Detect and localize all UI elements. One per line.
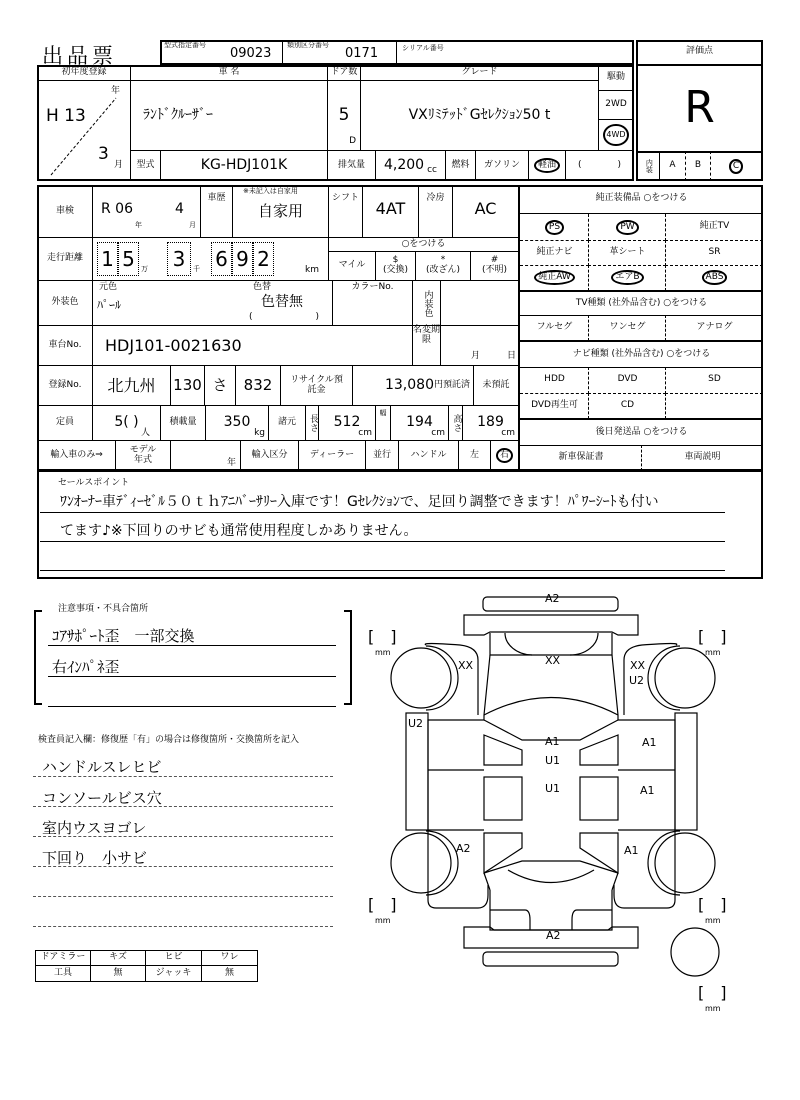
mirror-table-cell: ヒビ xyxy=(145,950,202,966)
doors xyxy=(327,80,361,151)
equipment-option xyxy=(665,265,763,291)
damage-mark-front-right-fender2: U2 xyxy=(629,674,645,687)
rule xyxy=(33,836,333,837)
model: KG-HDJ101K xyxy=(160,150,328,181)
model-year-label: モデル年式 xyxy=(115,440,171,471)
rear-bumper-bar xyxy=(483,952,618,966)
mileage-cell xyxy=(92,237,329,281)
inspection-label: 車検 xyxy=(37,185,93,238)
capacity-value: 5( ) xyxy=(114,414,139,431)
car-name: ﾗﾝﾄﾞｸﾙｰｻﾞｰ xyxy=(130,80,328,151)
equipment-option xyxy=(665,240,763,266)
handle-right-circled: 右 xyxy=(496,448,513,463)
equipment-option-label: ワンセグ xyxy=(609,321,646,332)
doors-value: 5 xyxy=(338,105,350,126)
mirror-table-cell: 無 xyxy=(201,965,258,982)
history-label: 車歴 xyxy=(200,185,233,238)
notes-label: 注意事項・不具合箇所 xyxy=(58,604,149,614)
year-unit: 年 xyxy=(111,86,121,96)
damage-mark-roof-rear: U1 xyxy=(545,782,561,795)
mirror-table-cell: ジャッキ xyxy=(145,965,202,982)
history-note: ※未記入は自家用 xyxy=(243,187,298,195)
mirror-table-cell: 工具 xyxy=(35,965,91,982)
windshield xyxy=(484,698,618,716)
interior-color xyxy=(440,280,519,326)
equipment-option xyxy=(588,315,666,341)
history: 自家用 xyxy=(257,202,303,221)
mm-unit: mm xyxy=(375,916,391,925)
tv-label: TV種類 (社外品含む) ○をつける xyxy=(520,290,763,316)
sales-point-label: セールスポイント xyxy=(58,478,130,488)
load-label: 積載量 xyxy=(160,405,206,441)
equipment-option-label: SD xyxy=(708,374,721,385)
equipment-option xyxy=(665,367,763,394)
rule xyxy=(48,706,336,707)
man-unit: 万 xyxy=(141,265,148,273)
repaint: 色替無 xyxy=(261,294,303,310)
recycle-fee xyxy=(352,365,474,406)
rear-right-wheel xyxy=(655,833,715,893)
damage-mark-roof-front: U1 xyxy=(545,754,561,767)
height-value: 189 xyxy=(477,414,504,431)
front-left-wheel xyxy=(391,648,451,708)
equipment-option-label: CD xyxy=(620,399,635,410)
rule xyxy=(33,926,333,927)
spare-tire xyxy=(671,928,719,976)
equipment-option-label: PW xyxy=(616,220,638,235)
orig-color-label: 元色 xyxy=(99,282,118,292)
mm-unit: mm xyxy=(705,1004,721,1013)
width-label: 幅 xyxy=(375,405,391,441)
chassis-label: 車台No. xyxy=(37,325,93,366)
ac-label: 冷房 xyxy=(418,185,453,238)
first-reg-label: 初年度登録 xyxy=(37,65,131,81)
history-cell xyxy=(232,185,329,238)
length-value: 512 xyxy=(333,414,361,431)
rear-left-wheel xyxy=(391,833,451,893)
doors-unit: D xyxy=(349,136,356,147)
grade-label: グレード xyxy=(360,65,599,81)
displacement-value: 4,200 xyxy=(384,156,425,173)
equipment-option xyxy=(588,265,666,291)
mileage-digit: 3 xyxy=(167,242,191,276)
mm-unit: mm xyxy=(705,648,721,657)
import-class-label: 輸入区分 xyxy=(240,440,299,471)
sheet-title: 出品票 xyxy=(42,44,117,68)
note-line: ｺｱｻﾎﾟｰﾄ歪 一部交換 xyxy=(52,627,195,645)
interior-label: 内装 xyxy=(636,151,660,181)
orig-color: ﾊﾟｰﾙ xyxy=(97,298,122,312)
shift: 4AT xyxy=(362,185,419,238)
damage-mark-front-left-fender: XX xyxy=(458,659,474,672)
mileage-digit: 6 xyxy=(211,242,232,276)
load xyxy=(205,405,269,441)
cm-unit: cm xyxy=(431,428,445,439)
fuel-label: 燃料 xyxy=(445,150,476,181)
width xyxy=(390,405,449,441)
reg-number: 832 xyxy=(235,365,281,406)
interior-a: A xyxy=(660,151,685,181)
displacement xyxy=(375,150,446,181)
grade: VXﾘﾐﾃｯﾄﾞGｾﾚｸｼｮﾝ50 t xyxy=(360,80,599,151)
drive-2wd: 2WD xyxy=(598,90,634,120)
tamper-option: * (改ざん) xyxy=(415,251,471,281)
equipment-option-label: 革シート xyxy=(609,246,646,257)
exchange-option: $ (交換) xyxy=(375,251,416,281)
recycle-unpaid: 未預託 xyxy=(473,365,519,406)
handle-label: ハンドル xyxy=(398,440,459,471)
note-line: 右ｲﾝﾊﾟﾈ歪 xyxy=(52,658,120,676)
equipment-option xyxy=(520,393,589,419)
front-right-wheel xyxy=(655,648,715,708)
equipment-option-label: 純正TV xyxy=(699,221,730,232)
equipment-option xyxy=(588,367,666,394)
doors-label: ドア数 xyxy=(327,65,361,81)
sales-point-line: てます♪※下回りのサビも通常使用程度しかありません。 xyxy=(60,523,418,539)
capacity xyxy=(92,405,161,441)
shift-label: シフト xyxy=(328,185,363,238)
first-reg-year: H 13 xyxy=(46,106,86,126)
mileage-label: 走行距離 xyxy=(37,237,93,281)
tread-depth-bracket: [ ] xyxy=(368,627,397,646)
drive-label: 駆動 xyxy=(598,65,634,91)
rule xyxy=(40,570,725,571)
year-unit: 年 xyxy=(226,458,236,469)
equipment-option xyxy=(520,367,589,394)
reg-label: 登録No. xyxy=(37,365,93,406)
fuel-diesel-circled: 軽油 xyxy=(534,158,560,173)
inspector-line: コンソールビス穴 xyxy=(42,789,162,807)
inspection-year: R 06 xyxy=(101,201,133,217)
equipment-option xyxy=(665,214,763,241)
car-name-label: 車 名 xyxy=(130,65,328,81)
mileage-digit: 9 xyxy=(232,242,253,276)
reg-kana: さ xyxy=(204,365,236,406)
import-label: 輸入車のみ⇒ xyxy=(37,440,116,471)
spec-label: 諸元 xyxy=(268,405,306,441)
equipment-option xyxy=(520,315,589,341)
type-no-label: 型式指定番号 xyxy=(164,41,206,49)
equipment-option xyxy=(520,265,589,291)
equipment-option xyxy=(665,393,763,419)
repaint-paren: ( ) xyxy=(249,312,320,322)
load-value: 350 xyxy=(223,414,251,431)
length xyxy=(318,405,376,441)
repaint-label: 色替 xyxy=(253,282,272,292)
damage-mark-hood: XX xyxy=(545,654,561,667)
first-reg-month: 3 xyxy=(98,144,109,164)
unknown-option: # (不明) xyxy=(470,251,519,281)
import-dealer: ディーラー xyxy=(298,440,366,471)
color-label: 外装色 xyxy=(37,280,93,326)
equipment-option xyxy=(588,393,666,419)
length-label: 長さ xyxy=(305,405,319,441)
damage-mark-right-rear-fender: A1 xyxy=(624,844,639,857)
name-change-cell xyxy=(440,325,519,366)
navi-label: ナビ種類 (社外品含む) ○をつける xyxy=(520,340,763,368)
color-cell xyxy=(92,280,333,326)
import-parallel: 並行 xyxy=(365,440,399,471)
person-unit: 人 xyxy=(140,428,150,439)
interior-c xyxy=(710,151,763,181)
kg-unit: kg xyxy=(254,428,265,439)
mileage-digit: 1 xyxy=(97,242,118,276)
month-unit: 月 xyxy=(189,221,196,229)
rule xyxy=(48,645,336,646)
equipment-option-label: エアB xyxy=(611,270,643,285)
damage-mark-left-sill: U2 xyxy=(408,717,424,730)
recycle-value: 13,080 xyxy=(384,376,434,393)
rule xyxy=(33,866,333,867)
equipment-option-label: HDD xyxy=(544,374,565,385)
mirror-table-cell: キズ xyxy=(90,950,146,966)
class-no-cell xyxy=(282,40,397,65)
cm-unit: cm xyxy=(358,428,372,439)
rule xyxy=(33,806,333,807)
equipment-option-label: 純正ナビ xyxy=(536,246,573,257)
inspector-label: 検査員記入欄：修復歴「有」の場合は修復箇所・交換箇所を記入 xyxy=(38,735,300,745)
tread-depth-bracket: [ ] xyxy=(698,983,727,1002)
km-unit: km xyxy=(305,265,319,275)
mirror-table-cell: ドアミラー xyxy=(35,950,91,966)
displacement-label: 排気量 xyxy=(327,150,376,181)
mm-unit: mm xyxy=(375,648,391,657)
later-option-label: 新車保証書 xyxy=(558,452,604,463)
drive-4wd xyxy=(598,119,634,151)
damage-mark-left-rear-fender: A2 xyxy=(456,842,471,855)
mm-unit: mm xyxy=(705,916,721,925)
interior-c-circled: C xyxy=(729,159,743,174)
height xyxy=(462,405,519,441)
tread-depth-bracket: [ ] xyxy=(698,627,727,646)
inspector-line: 下回り 小サビ xyxy=(42,849,148,867)
height-label: 高さ xyxy=(448,405,463,441)
first-reg-cell xyxy=(37,80,131,181)
mark-label: ○をつける xyxy=(328,237,519,252)
width-value: 194 xyxy=(406,414,433,431)
cc-unit: cc xyxy=(427,164,437,175)
drive-4wd-circled: 4WD xyxy=(603,124,628,146)
equipment-option-label: SR xyxy=(708,246,721,257)
handle-right xyxy=(490,440,519,471)
month-unit: 月 xyxy=(471,351,481,361)
handle-left: 左 xyxy=(458,440,491,471)
mirror-table-cell: 無 xyxy=(90,965,146,982)
inspection-month: 4 xyxy=(175,201,184,217)
equipment-option-label: 純正AW xyxy=(534,270,575,285)
damage-mark-front-right-fender: XX xyxy=(630,659,646,672)
capacity-label: 定員 xyxy=(37,405,93,441)
mileage-digit: 5 xyxy=(118,242,139,276)
rule xyxy=(40,512,725,513)
recycle-label: リサイクル預託金 xyxy=(280,365,353,406)
sen-unit: 千 xyxy=(193,265,200,273)
chassis: HDJ101-0021630 xyxy=(92,325,413,366)
inspection-cell xyxy=(92,185,201,238)
damage-mark-right-front-door: A1 xyxy=(642,736,657,749)
equipment-option-label: PS xyxy=(545,220,564,235)
equipment-option-label: DVD再生可 xyxy=(531,399,578,410)
interior-color-label: 内装色 xyxy=(412,280,441,326)
equipment-option-label: アナログ xyxy=(696,321,733,332)
later-option-label: 車両説明 xyxy=(684,452,721,463)
equipment-option-label: ABS xyxy=(702,270,728,285)
damage-mark-front-bumper: A2 xyxy=(545,592,560,605)
equipment-option-label: DVD xyxy=(617,374,638,385)
equipment-option xyxy=(520,214,589,241)
fuel-other: ( ) xyxy=(565,150,634,181)
equipment-option-label: フルセグ xyxy=(536,321,573,332)
equipment-option xyxy=(588,240,666,266)
later-label: 後日発送品 ○をつける xyxy=(520,418,763,446)
rule xyxy=(48,676,336,677)
eval-label: 評価点 xyxy=(636,40,763,66)
interior-b: B xyxy=(685,151,710,181)
month-unit: 月 xyxy=(114,160,124,170)
mirror-table-cell: ワレ xyxy=(201,950,258,966)
name-change-label: 名変期限 xyxy=(412,325,441,366)
oem-label: 純正装備品 ○をつける xyxy=(520,185,763,214)
color-no-label: カラーNo. xyxy=(332,280,413,326)
front-bumper xyxy=(464,615,638,635)
reg-area: 北九州 xyxy=(92,365,171,406)
class-no-label: 類別区分番号 xyxy=(287,41,329,49)
model-year xyxy=(170,440,241,471)
rule xyxy=(33,776,333,777)
sales-point-line: ﾜﾝｵｰﾅｰ車ﾃﾞｨｰｾﾞﾙ５０ｔｈｱﾆﾊﾞｰｻﾘｰ入庫です！Gｾﾚｸｼｮﾝで、足回り調整できます！ﾊﾟﾜｰｼｰﾄも付い xyxy=(60,494,659,510)
eval-score: R xyxy=(684,82,715,134)
day-unit: 日 xyxy=(507,351,517,361)
rule xyxy=(40,541,725,542)
damage-mark-windshield: A1 xyxy=(545,735,560,748)
damage-mark-rear-bumper: A2 xyxy=(546,929,561,942)
inspector-line: 室内ウスヨゴレ xyxy=(42,819,147,837)
equipment-option xyxy=(665,315,763,341)
later-option xyxy=(520,445,642,471)
year-unit: 年 xyxy=(135,221,142,229)
rule xyxy=(33,896,333,897)
recycle-unit: 円預託済 xyxy=(433,379,470,390)
damage-mark-right-rear-door: A1 xyxy=(640,784,655,797)
bracket-right xyxy=(344,610,352,705)
ac: AC xyxy=(452,185,519,238)
model-label: 型式 xyxy=(130,150,161,181)
class-no: 0171 xyxy=(345,46,379,61)
bracket-left xyxy=(34,610,42,705)
tread-depth-bracket: [ ] xyxy=(368,895,397,914)
mileage-digit: 2 xyxy=(253,242,274,276)
type-no-cell xyxy=(160,40,290,65)
inspector-line: ハンドルスレヒビ xyxy=(42,758,162,776)
equipment-option xyxy=(588,214,666,241)
type-no: 09023 xyxy=(230,46,272,61)
fuel-diesel xyxy=(528,150,566,181)
serial-label: シリアル番号 xyxy=(402,44,444,52)
tread-depth-bracket: [ ] xyxy=(698,895,727,914)
mile-option: マイル xyxy=(328,251,376,281)
later-option xyxy=(641,445,763,471)
equipment-option xyxy=(520,240,589,266)
fuel-gasoline: ガソリン xyxy=(475,150,529,181)
cm-unit: cm xyxy=(501,428,515,439)
reg-class: 130 xyxy=(170,365,205,406)
